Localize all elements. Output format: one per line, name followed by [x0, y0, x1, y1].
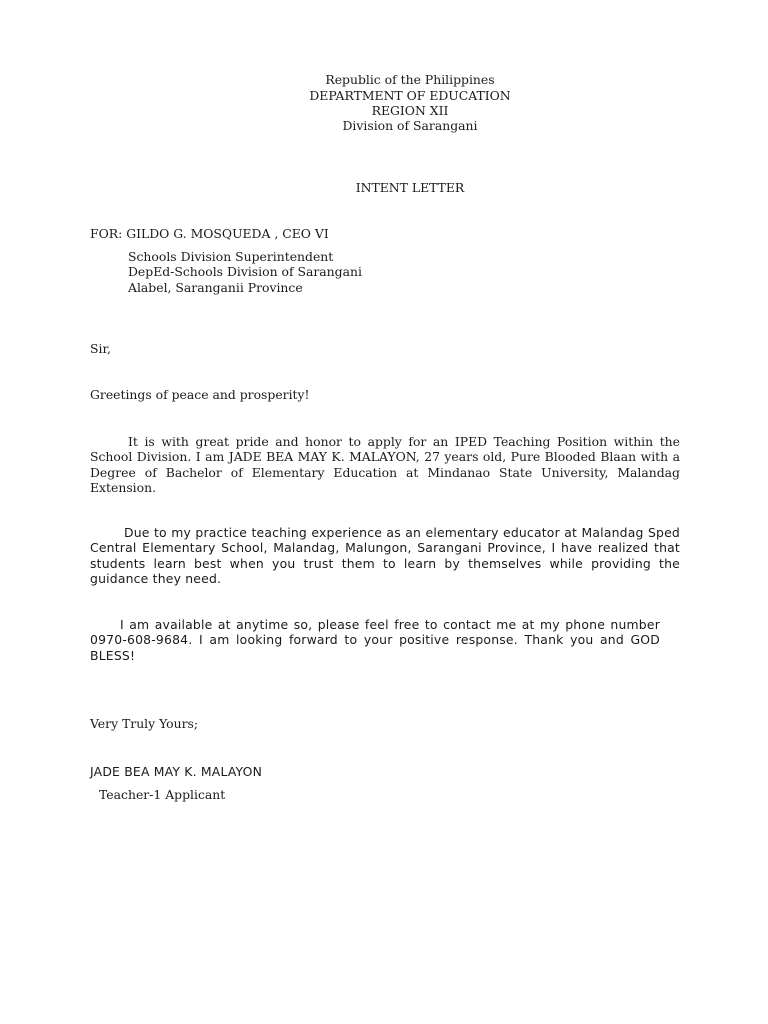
greeting: Greetings of peace and prosperity!: [90, 387, 310, 402]
paragraph-experience-text: Due to my practice teaching experience as an elementary educator at Malandag Sped Central Elementary School, Malandag, Malungon, Sarangani Province, I have realized that students learn best when you trust them to learn by themselves while providing the guidance they need.: [90, 525, 680, 587]
recipient-position: Schools Division Superintendent: [128, 249, 334, 264]
paragraph-experience: [90, 525, 680, 587]
letterhead-region: REGION XII: [371, 103, 449, 118]
paragraph-contact: [90, 617, 660, 663]
letter-title: INTENT LETTER: [355, 180, 465, 195]
letterhead-republic: Republic of the Philippines: [325, 72, 495, 87]
paragraph-contact-text: I am available at anytime so, please feel free to contact me at my phone number 0970-608-9684. I am looking forward to your positive response. Thank you and GOD BLESS!: [90, 617, 660, 663]
closing: Very Truly Yours;: [90, 716, 199, 731]
recipient-office: DepEd-Schools Division of Sarangani: [128, 264, 362, 279]
recipient-for-line: FOR: GILDO G. MOSQUEDA , CEO VI: [90, 226, 329, 241]
letterhead-department: DEPARTMENT OF EDUCATION: [309, 88, 511, 103]
salutation: Sir,: [90, 341, 111, 356]
signature-title: Teacher-1 Applicant: [99, 787, 226, 802]
signature-name: JADE BEA MAY K. MALAYON: [90, 764, 263, 779]
paragraph-application: [90, 434, 680, 496]
recipient-address: Alabel, Saranganii Province: [128, 280, 303, 295]
paragraph-application-text: It is with great pride and honor to apply for an IPED Teaching Position within the School Division. I am JADE BEA MAY K. MALAYON, 27 years old, Pure Blooded Blaan with a Degree of Bachelor of Elementary Education at Mindanao State University, Malandag Extension.: [90, 434, 680, 496]
letterhead-division: Division of Sarangani: [342, 118, 478, 133]
